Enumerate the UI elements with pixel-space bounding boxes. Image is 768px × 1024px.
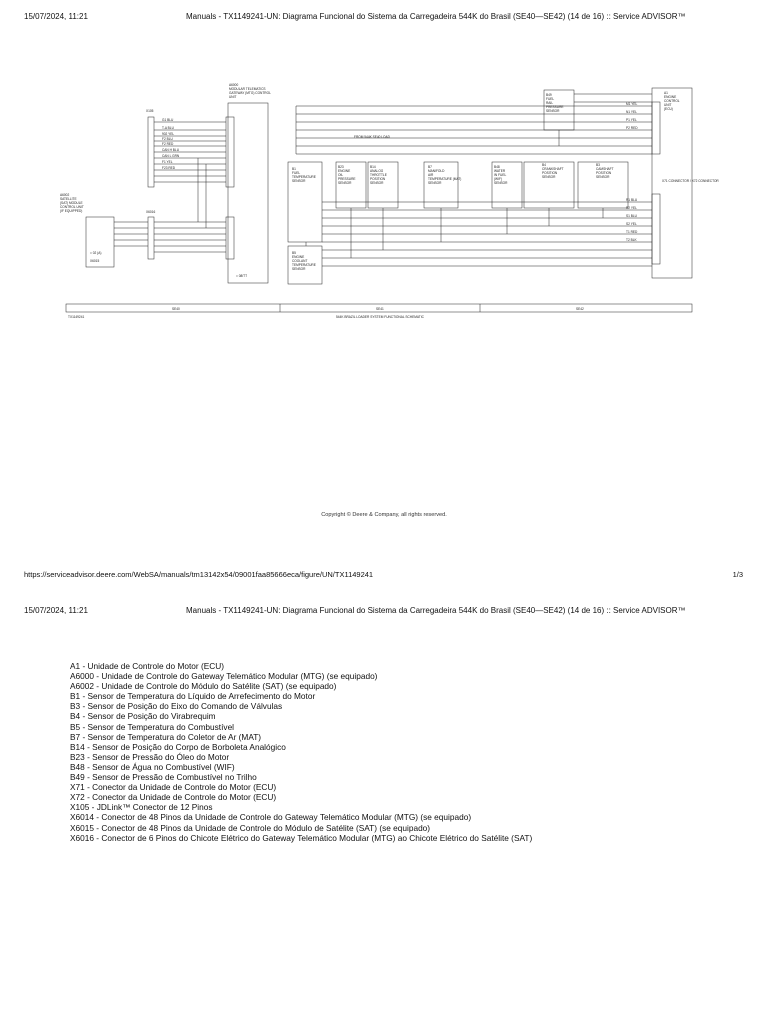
svg-text:R2 YEL: R2 YEL bbox=[626, 206, 637, 210]
svg-text:SENSOR: SENSOR bbox=[542, 175, 556, 179]
svg-text:T-A BLU: T-A BLU bbox=[162, 126, 174, 130]
page-2 bbox=[0, 598, 768, 1024]
b49-label: B49 bbox=[546, 93, 552, 97]
svg-text:902 YEL: 902 YEL bbox=[162, 132, 175, 136]
svg-text:AIR: AIR bbox=[428, 173, 434, 177]
legend-item: X6015 - Conector de 48 Pinos da Unidade de Controle do Módulo de Satélite (SAT) (se equipado) bbox=[70, 822, 431, 833]
svg-text:SENSOR: SENSOR bbox=[428, 181, 442, 185]
svg-text:MANIFOLD: MANIFOLD bbox=[428, 169, 445, 173]
svg-text:TEMPERATURE: TEMPERATURE bbox=[292, 263, 316, 267]
svg-text:SENSOR: SENSOR bbox=[596, 175, 610, 179]
legend-item: A1 - Unidade de Controle do Motor (ECU) bbox=[70, 661, 225, 671]
svg-text:IN FUEL: IN FUEL bbox=[494, 173, 507, 177]
legend-item: B1 - Sensor de Temperatura do Líquido de Arrefecimento do Motor bbox=[70, 691, 316, 702]
page-separator bbox=[0, 590, 768, 598]
svg-text:ENGINE: ENGINE bbox=[664, 95, 677, 99]
svg-text:P2 RED: P2 RED bbox=[626, 126, 638, 130]
svg-text:UNIT: UNIT bbox=[664, 103, 672, 107]
ecu-box bbox=[652, 88, 692, 278]
legend-item: B48 - Sensor de Água no Combustível (WIF) bbox=[70, 761, 235, 772]
svg-text:F2 RED: F2 RED bbox=[162, 142, 174, 146]
svg-text:CONTROL: CONTROL bbox=[664, 99, 680, 103]
b3-label: B3 bbox=[596, 163, 600, 167]
print-title-2: Manuals - TX1149241-UN: Diagrama Funcional do Sistema da Carregadeira 544K do Brasil (SE40—SE42) (14 de 16) :: Service ADVISOR™ bbox=[186, 606, 686, 615]
b4-label: B4 bbox=[542, 163, 546, 167]
svg-text:P1 YEL: P1 YEL bbox=[626, 118, 637, 122]
copyright: Copyright © Deere & Company, all rights reserved. bbox=[321, 512, 447, 518]
legend-item: B4 - Sensor de Posição do Virabrequim bbox=[70, 711, 216, 722]
print-date-2: 15/07/2024, 11:21 bbox=[24, 606, 88, 615]
svg-text:M1 YEL: M1 YEL bbox=[626, 102, 638, 106]
svg-text:R1 BLU: R1 BLU bbox=[626, 198, 638, 202]
page-number: 1/3 bbox=[732, 570, 743, 579]
svg-text:(IF EQUIPPED): (IF EQUIPPED) bbox=[60, 209, 83, 213]
b7-label: B7 bbox=[428, 165, 432, 169]
svg-text:F1 YEL: F1 YEL bbox=[162, 160, 173, 164]
legend-item: B23 - Sensor de Pressão do Óleo do Motor bbox=[70, 751, 230, 762]
grid-right: SE42 bbox=[576, 307, 584, 311]
legend-item: B7 - Sensor de Temperatura do Coletor de Ar (MAT) bbox=[70, 731, 262, 742]
svg-text:TEMPERATURE: TEMPERATURE bbox=[292, 175, 316, 179]
legend-item: A6000 - Unidade de Controle do Gateway Telemático Modular (MTG) (se equipado) bbox=[70, 671, 378, 682]
svg-text:PRESSURE: PRESSURE bbox=[338, 177, 356, 181]
b5-label: B5 bbox=[292, 251, 296, 255]
svg-text:TEMPERATURE (MAT): TEMPERATURE (MAT) bbox=[428, 177, 462, 181]
svg-text:PRESSURE: PRESSURE bbox=[546, 105, 564, 109]
x6016-block bbox=[148, 217, 154, 259]
svg-text:THROTTLE: THROTTLE bbox=[370, 173, 387, 177]
legend-item: A6002 - Unidade de Controle do Módulo do Satélite (SAT) (se equipado) bbox=[70, 681, 337, 692]
svg-text:COOLANT: COOLANT bbox=[292, 259, 308, 263]
legend-item: B5 - Sensor de Temperatura do Combustível bbox=[70, 721, 235, 732]
x105-block bbox=[148, 117, 154, 187]
svg-text:WATER: WATER bbox=[494, 169, 506, 173]
legend-item: X71 - Conector da Unidade de Controle do Motor (ECU) bbox=[70, 782, 277, 793]
svg-text:SENSOR: SENSOR bbox=[546, 109, 560, 113]
svg-text:SENSOR: SENSOR bbox=[494, 181, 508, 185]
svg-text:CONTROL UNIT: CONTROL UNIT bbox=[60, 205, 84, 209]
svg-text:CAN H BLU: CAN H BLU bbox=[162, 148, 180, 152]
svg-text:POSITION: POSITION bbox=[542, 171, 558, 175]
svg-text:ANALOG: ANALOG bbox=[370, 169, 384, 173]
svg-text:CAN L GRN: CAN L GRN bbox=[162, 154, 180, 158]
sat-note: = 02 (A) bbox=[90, 251, 102, 255]
svg-text:T2 BLK: T2 BLK bbox=[626, 238, 637, 242]
svg-text:GATEWAY (MTG) CONTROL: GATEWAY (MTG) CONTROL bbox=[229, 91, 271, 95]
legend-item: X6014 - Conector de 48 Pinos da Unidade de Controle do Gateway Telemático Modular (MTG) (se equipado) bbox=[70, 812, 472, 823]
svg-text:N1 YEL: N1 YEL bbox=[626, 110, 637, 114]
figure-id: TX1149241 bbox=[68, 315, 85, 319]
svg-text:SENSOR: SENSOR bbox=[292, 179, 306, 183]
svg-text:MODULAR TELEMATICS: MODULAR TELEMATICS bbox=[229, 87, 266, 91]
legend-item: B49 - Sensor de Pressão de Combustível no Trilho bbox=[70, 772, 257, 783]
grid-left: SE40 bbox=[172, 307, 180, 311]
legend-item: B14 - Sensor de Posição do Corpo de Borboleta Analógico bbox=[70, 741, 286, 752]
b48-label: B48 bbox=[494, 165, 500, 169]
svg-text:OIL: OIL bbox=[338, 173, 344, 177]
ecu-note: X71 CONNECTOR / X72 CONNECTOR bbox=[662, 179, 719, 183]
b23-label: B23 bbox=[338, 165, 344, 169]
mtg-label: A6000 bbox=[229, 83, 239, 87]
legend-item: B3 - Sensor de Posição do Eixo do Comando de Válvulas bbox=[70, 701, 283, 712]
svg-text:F23 RED: F23 RED bbox=[162, 166, 176, 170]
svg-text:F2 BLU: F2 BLU bbox=[162, 137, 173, 141]
x6015-label: X6015 bbox=[90, 259, 100, 263]
ecu-label: A1 bbox=[664, 91, 668, 95]
x105-label: X105 bbox=[146, 109, 154, 113]
svg-text:UNIT: UNIT bbox=[229, 95, 237, 99]
page-url[interactable]: https://serviceadvisor.deere.com/WebSA/manuals/tm13142x54/09001faa85666eca/figure/UN/TX1149241 bbox=[24, 570, 374, 579]
svg-text:ENGINE: ENGINE bbox=[292, 255, 305, 259]
svg-text:S1 BLU: S1 BLU bbox=[626, 214, 637, 218]
svg-text:(SAT) MODULE: (SAT) MODULE bbox=[60, 201, 83, 205]
svg-text:SENSOR: SENSOR bbox=[338, 181, 352, 185]
b14-label: B14 bbox=[370, 165, 376, 169]
svg-text:POSITION: POSITION bbox=[596, 171, 612, 175]
svg-text:(ECU): (ECU) bbox=[664, 107, 673, 111]
harness-note: FROM 544K SE40 LOAD bbox=[354, 135, 390, 139]
svg-text:S2 YEL: S2 YEL bbox=[626, 222, 637, 226]
print-date: 15/07/2024, 11:21 bbox=[24, 12, 88, 21]
svg-text:FUEL: FUEL bbox=[292, 171, 301, 175]
svg-text:SENSOR: SENSOR bbox=[370, 181, 384, 185]
functional-schematic bbox=[60, 62, 719, 322]
print-title: Manuals - TX1149241-UN: Diagrama Funcional do Sistema da Carregadeira 544K do Brasil (SE40—SE42) (14 de 16) :: Service ADVISOR™ bbox=[186, 12, 686, 21]
svg-text:SENSOR: SENSOR bbox=[292, 267, 306, 271]
legend-item: X105 - JDLink™ Conector de 12 Pinos bbox=[70, 802, 213, 813]
svg-text:FUEL: FUEL bbox=[546, 97, 555, 101]
svg-text:ENGINE: ENGINE bbox=[338, 169, 351, 173]
grid-mid: SE41 bbox=[376, 307, 384, 311]
legend-item: X72 - Conector da Unidade de Controle do Motor (ECU) bbox=[70, 792, 277, 803]
svg-text:SATELLITE: SATELLITE bbox=[60, 197, 77, 201]
legend-item: X6016 - Conector de 6 Pinos do Chicote Elétrico do Gateway Telemático Modular (MTG) ao Chicote Elétrico do Satélite (SAT) bbox=[70, 832, 533, 843]
x6016-label: X6016 bbox=[146, 210, 156, 214]
svg-text:RAIL: RAIL bbox=[546, 101, 554, 105]
mtg-note: = 08/TT bbox=[236, 274, 248, 278]
svg-text:(WIF): (WIF) bbox=[494, 177, 502, 181]
svg-text:CRANKSHAFT: CRANKSHAFT bbox=[542, 167, 564, 171]
svg-text:CAMSHAFT: CAMSHAFT bbox=[596, 167, 614, 171]
svg-text:POSITION: POSITION bbox=[370, 177, 386, 181]
figure-caption: 544K BRAZIL LOADER SYSTEM FUNCTIONAL SCHEMATIC bbox=[336, 315, 424, 319]
component-legend bbox=[70, 661, 532, 843]
svg-text:T1 RED: T1 RED bbox=[626, 230, 638, 234]
sat-label: A6002 bbox=[60, 193, 70, 197]
svg-text:G1 BLU: G1 BLU bbox=[162, 118, 174, 122]
b1-label: B1 bbox=[292, 167, 296, 171]
